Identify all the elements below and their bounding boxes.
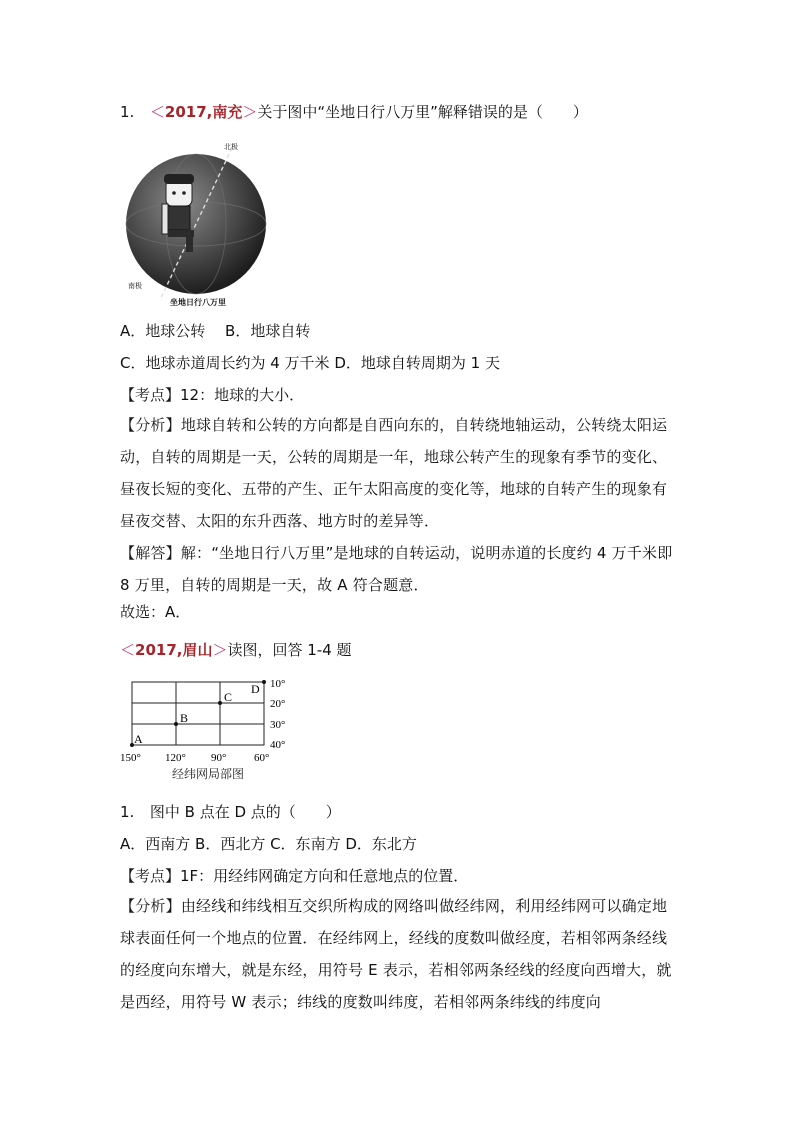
lon-label-60: 60° [254,752,270,764]
grid-label-a: A [134,732,143,746]
lat-label-30: 30° [270,719,286,731]
globe-label-north: 北极 [224,143,238,151]
lat-lon-grid [118,675,304,785]
globe-caption: 坐地日行八万里 [170,298,226,307]
q1-jieda [120,537,680,601]
q2-fenxi [120,890,680,1018]
grid-caption: 经纬网局部图 [172,767,245,781]
globe-label-south: 南极 [128,282,142,290]
q2-kaodian-tag: 【考点】 [120,867,181,885]
person-chair [162,204,168,234]
grid-label-c: C [224,690,233,704]
q1-kaodian-tag: 【考点】 [120,386,181,404]
grid-point-d [262,680,266,684]
q2-stem-line [120,801,341,822]
person-hair [164,174,194,184]
q1-stem-line [120,101,588,122]
group2-stem: 读图，回答 1-4 题 [227,641,352,659]
group2-source: 2017,眉山 [135,641,213,659]
q2-options: A．西南方 B．西北方 C．东南方 D．东北方 [120,835,417,853]
lat-label-20: 20° [270,698,286,710]
grid-point-b [174,722,178,726]
q2-kaodian [120,865,468,886]
q1-fenxi-text: 地球自转和公转的方向都是自西向东的，自转绕地轴运动，公转绕太阳运动，自转的周期是一天，公转的周期是一年，地球公转产生的现象有季节的变化、昼夜长短的变化、五带的产生、正午太阳高度的变化等，地球的自转产生的现象有昼夜交替、太阳的东升西落、地方时的差异等． [120,416,668,530]
grid-label-d: D [251,682,260,696]
q1-answer: 故选：A． [120,603,191,621]
q1-fenxi [120,409,680,537]
grid-label-b: B [180,711,189,725]
lat-lon-grid-figure [118,675,304,785]
q2-fenxi-text: 由经线和纬线相互交织所构成的网络叫做经纬网，利用经纬网可以确定地球表面任何一个地点的位置．在经纬网上，经线的度数叫做经度，若相邻两条经线的经度向东增大，就是东经，用符号 E 表示，若相邻两条经线的经度向西增大，就是西经，用符号 W 表示；纬线的度数叫纬度，若相邻两条纬线的纬度向 [120,897,672,1011]
q1-kaodian-text: 12：地球的大小． [180,386,305,404]
lon-label-150: 150° [120,752,141,764]
group2-source-close: ＞ [212,641,228,659]
group2-source-open: ＜ [120,641,136,659]
grid-point-c [218,701,222,705]
q1-kaodian [120,384,304,405]
q1-source-open: ＜ [149,103,165,121]
group2-header [120,639,352,660]
q1-jieda-text: 解：“坐地日行八万里”是地球的自转运动，说明赤道的长度约 4 万千米即 8 万里，自转的周期是一天，故 A 符合题意． [120,544,673,594]
q2-number: 1. [120,803,135,821]
q2-fenxi-tag: 【分析】 [120,897,181,915]
q1-options-line-2: C．地球赤道周长约为 4 万千米 D．地球自转周期为 1 天 [120,354,500,372]
q1-stem-text: 关于图中“坐地日行八万里”解释错误的是（ ） [257,103,588,121]
q2-kaodian-text: 1F：用经纬网确定方向和任意地点的位置． [180,867,469,885]
q1-jieda-tag: 【解答】 [120,544,181,562]
q2-stem-text: 图中 B 点在 D 点的（ ） [149,803,341,821]
q1-source-close: ＞ [242,103,258,121]
lat-label-10: 10° [270,678,286,690]
q1-source: 2017,南充 [164,103,243,121]
person-body [168,206,190,230]
q1-fenxi-tag: 【分析】 [120,416,181,434]
lon-label-90: 90° [211,752,227,764]
q1-options-line-1: A．地球公转 B．地球自转 [120,322,311,340]
lat-label-40: 40° [270,739,286,751]
q1-number: 1. [120,103,135,121]
lon-label-120: 120° [165,752,186,764]
globe-illustration [124,138,270,310]
q1-globe-figure [124,138,270,310]
